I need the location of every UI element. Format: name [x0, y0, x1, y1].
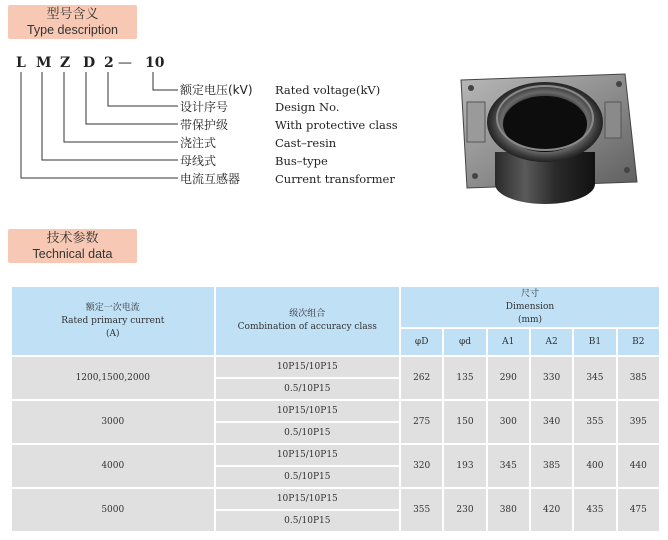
code-letter-m: M: [36, 55, 52, 71]
technical-data-title-en: Technical data: [32, 247, 113, 261]
cell-dim: 475: [618, 489, 659, 531]
cell-combo: 0.5/10P15: [216, 379, 399, 399]
cell-current: 4000: [12, 445, 214, 487]
desc-cn: 额定电压(kV): [180, 83, 253, 97]
code-dash: —: [118, 55, 132, 71]
cell-combo: 10P15/10P15: [216, 357, 399, 377]
header-combo-cn: 级次组合: [289, 309, 326, 319]
technical-data-header: [8, 229, 137, 263]
cell-dim: 275: [401, 401, 442, 443]
desc-en: Cast–resin: [275, 136, 337, 150]
header-dim-en: Dimension: [505, 301, 555, 312]
cell-dim: 385: [531, 445, 572, 487]
cell-dim: 340: [531, 401, 572, 443]
cell-dim: 150: [444, 401, 485, 443]
desc-en: Rated voltage(kV): [275, 83, 381, 97]
desc-en: Bus–type: [275, 154, 328, 168]
cell-dim: 380: [488, 489, 529, 531]
desc-en: Design No.: [275, 100, 340, 114]
header-accuracy-combination: [216, 287, 399, 355]
cell-combo: 0.5/10P15: [216, 467, 399, 487]
header-current-cn: 额定一次电流: [85, 302, 140, 313]
desc-cn: 带保护级: [180, 118, 229, 132]
cell-dim: 300: [488, 401, 529, 443]
header-current-en: Rated primary current: [61, 315, 165, 326]
cell-dim: 193: [444, 445, 485, 487]
cell-dim: 135: [444, 357, 485, 399]
column-header: φD: [401, 329, 442, 355]
desc-en: Current transformer: [275, 172, 395, 186]
type-description-title-en: Type description: [26, 23, 119, 37]
cell-dim: 355: [574, 401, 615, 443]
cell-dim: 262: [401, 357, 442, 399]
cell-current: 3000: [12, 401, 214, 443]
column-header: B1: [574, 329, 615, 355]
cell-combo: 10P15/10P15: [216, 489, 399, 509]
table-row: [12, 357, 659, 377]
code-letter-z: Z: [60, 55, 71, 71]
header-combo-en: Combination of accuracy class: [237, 322, 377, 332]
cell-combo: 0.5/10P15: [216, 511, 399, 531]
desc-en: With protective class: [275, 118, 398, 132]
cell-dim: 320: [401, 445, 442, 487]
cell-dim: 435: [574, 489, 615, 531]
cell-dim: 290: [488, 357, 529, 399]
cell-dim: 385: [618, 357, 659, 399]
desc-cn: 浇注式: [180, 136, 217, 150]
table-row: [12, 445, 659, 465]
cell-dim: 395: [618, 401, 659, 443]
type-description-title-cn: 型号含义: [46, 7, 99, 22]
desc-cn: 母线式: [180, 154, 217, 168]
cell-combo: 10P15/10P15: [216, 445, 399, 465]
desc-cn: 电流互感器: [180, 172, 241, 186]
table-row: [12, 401, 659, 421]
code-voltage: 10: [145, 55, 165, 71]
column-header: A1: [488, 329, 529, 355]
cell-current: 5000: [12, 489, 214, 531]
header-dimension: [401, 287, 659, 327]
technical-data-table: [10, 285, 661, 533]
table-row: [12, 489, 659, 509]
cell-current: 1200,1500,2000: [12, 357, 214, 399]
header-rated-primary-current: [12, 287, 214, 355]
cell-dim: 355: [401, 489, 442, 531]
cell-combo: 10P15/10P15: [216, 401, 399, 421]
desc-current-transformer: [180, 172, 395, 186]
desc-bus-type: [180, 154, 328, 168]
cell-dim: 345: [574, 357, 615, 399]
code-letter-d: D: [83, 55, 96, 71]
cell-combo: 0.5/10P15: [216, 423, 399, 443]
header-current-unit: (A): [106, 328, 120, 339]
product-photo: [455, 72, 641, 212]
desc-cn: 设计序号: [180, 100, 229, 114]
desc-design-no: [180, 100, 339, 114]
column-header: B2: [618, 329, 659, 355]
desc-rated-voltage: [180, 83, 380, 97]
cell-dim: 345: [488, 445, 529, 487]
cell-dim: 420: [531, 489, 572, 531]
header-dim-unit: (mm): [517, 314, 543, 325]
column-header: φd: [444, 329, 485, 355]
cell-dim: 400: [574, 445, 615, 487]
column-header: A2: [531, 329, 572, 355]
technical-data-title-cn: 技术参数: [46, 231, 99, 246]
header-dim-cn: 尺寸: [521, 288, 540, 299]
code-letter-l: L: [16, 55, 26, 71]
cell-dim: 440: [618, 445, 659, 487]
desc-protective-class: [180, 118, 398, 132]
cell-dim: 330: [531, 357, 572, 399]
cell-dim: 230: [444, 489, 485, 531]
code-digit-design: 2: [104, 55, 114, 71]
desc-cast-resin: [180, 136, 336, 150]
